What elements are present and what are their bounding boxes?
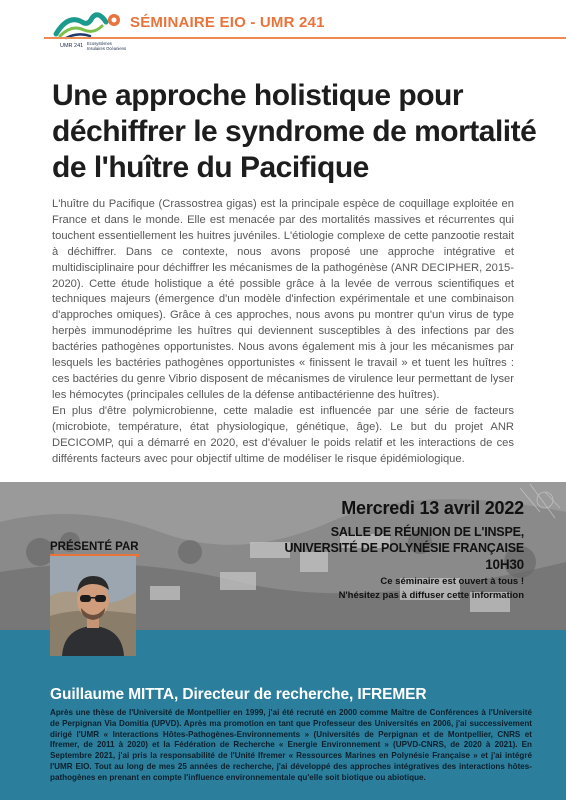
- abstract: [52, 197, 514, 467]
- abstract-paragraph-2: En plus d'être polymicrobienne, cette maladie est influencée par une série de facteurs (microbiote, température, état physiologique, génétique, âge). Le but du projet ANR DECICOMP, qui a démarré en 2020, est d'évaluer le poids relatif et les interactions de ces différents facteurs avec pour objectif ultime de modéliser le risque épidémiologique.: [52, 404, 514, 465]
- header-divider: [44, 37, 566, 39]
- speaker-photo: [50, 556, 136, 656]
- page-title: Une approche holistique pour déchiffrer le syndrome de mortalité de l'huître du Pacifique: [52, 79, 537, 184]
- event-venue-line2: UNIVERSITÉ DE POLYNÉSIE FRANÇAISE: [284, 541, 524, 555]
- speaker-bio: Après une thèse de l'Université de Montpellier en 1999, j'ai été recruté en 2000 comme Maître de Conférences à l'Université de Perpignan Via Domitia (UPVD). Après ma promotion en tant que Professeur des Universités en 2006, j'ai successivement dirigé l'UMR « Interactions Hôtes-Pathogènes-Environnements » (Universités de Perpignan et de Montpellier, CNRS et Ifremer, de 2011 à 2020) et la Fédération de Recherche « Energie Environnement » (UPVD-CNRS, de 2020 à 2021). En Septembre 2021, j'ai pris la responsabilité de l'Unité Ifremer « Ressources Marines en Polynésie Française » et j'ai intégré l'UMR EIO. Tout au long de mes 25 années de recherche, j'ai développé des approches intégratives des interactions hôtes-pathogènes en prenant en compte l'influence environnementale qu'elle soit biotique ou abiotique.: [50, 708, 532, 782]
- lab-name: Ecosystèmes Insulaires Océaniens: [87, 41, 127, 51]
- event-venue-line1: SALLE DE RÉUNION DE L'INSPE,: [330, 525, 524, 539]
- event-date: Mercredi 13 avril 2022: [341, 498, 524, 518]
- abstract-paragraph-1: L'huître du Pacifique (Crassostrea gigas) est la principale espèce de coquillage exploitée en France et dans le monde. Elle est menacée par des mortalités massives et récurrentes qui touchent essentiellement les huitres juvéniles. L'étiologie complexe de cette panzootie restait à déchiffrer. Dans ce contexte, nous avons proposé une approche intégrative et multidisciplinaire pour déchiffrer les mécanismes de la pathogénèse (ANR DECIPHER, 2015-2020). Cette étude holistique a été possible grâce à la levée de verrous scientifiques et techniques majeurs (émergence d'un modèle d'infection expérimentale et une combinaison d'approches omiques). Grâce à ces approches, nous avons pu montrer qu'un virus de type herpès immunodéprime les huîtres qui deviennent susceptibles à des infections par des bactéries pathogènes opportunistes. Nous avons également mis à jour les mécanismes par lesquels les bactéries pathogènes opportunistes « finissent le travail » et tuent les huîtres : ces bactéries du genre Vibrio disposent de mécanismes de virulence leur permettant de lyser les hémocytes (principales cellules de la défense antibactérienne des huîtres).: [52, 198, 514, 401]
- header: [0, 0, 566, 62]
- event-time: 10H30: [485, 557, 524, 572]
- lab-code: UMR 241: [60, 43, 84, 49]
- seminar-tag: SÉMINAIRE EIO - UMR 241: [130, 14, 325, 31]
- event-open-notice: Ce séminaire est ouvert à tous !: [380, 576, 524, 587]
- presented-by-label: PRÉSENTÉ PAR: [50, 541, 139, 557]
- speaker-name: Guillaume MITTA, Directeur de recherche, IFREMER: [50, 686, 427, 703]
- speaker-portrait-image: [50, 556, 136, 656]
- event-share-notice: N'hésitez pas à diffuser cette information: [338, 590, 524, 601]
